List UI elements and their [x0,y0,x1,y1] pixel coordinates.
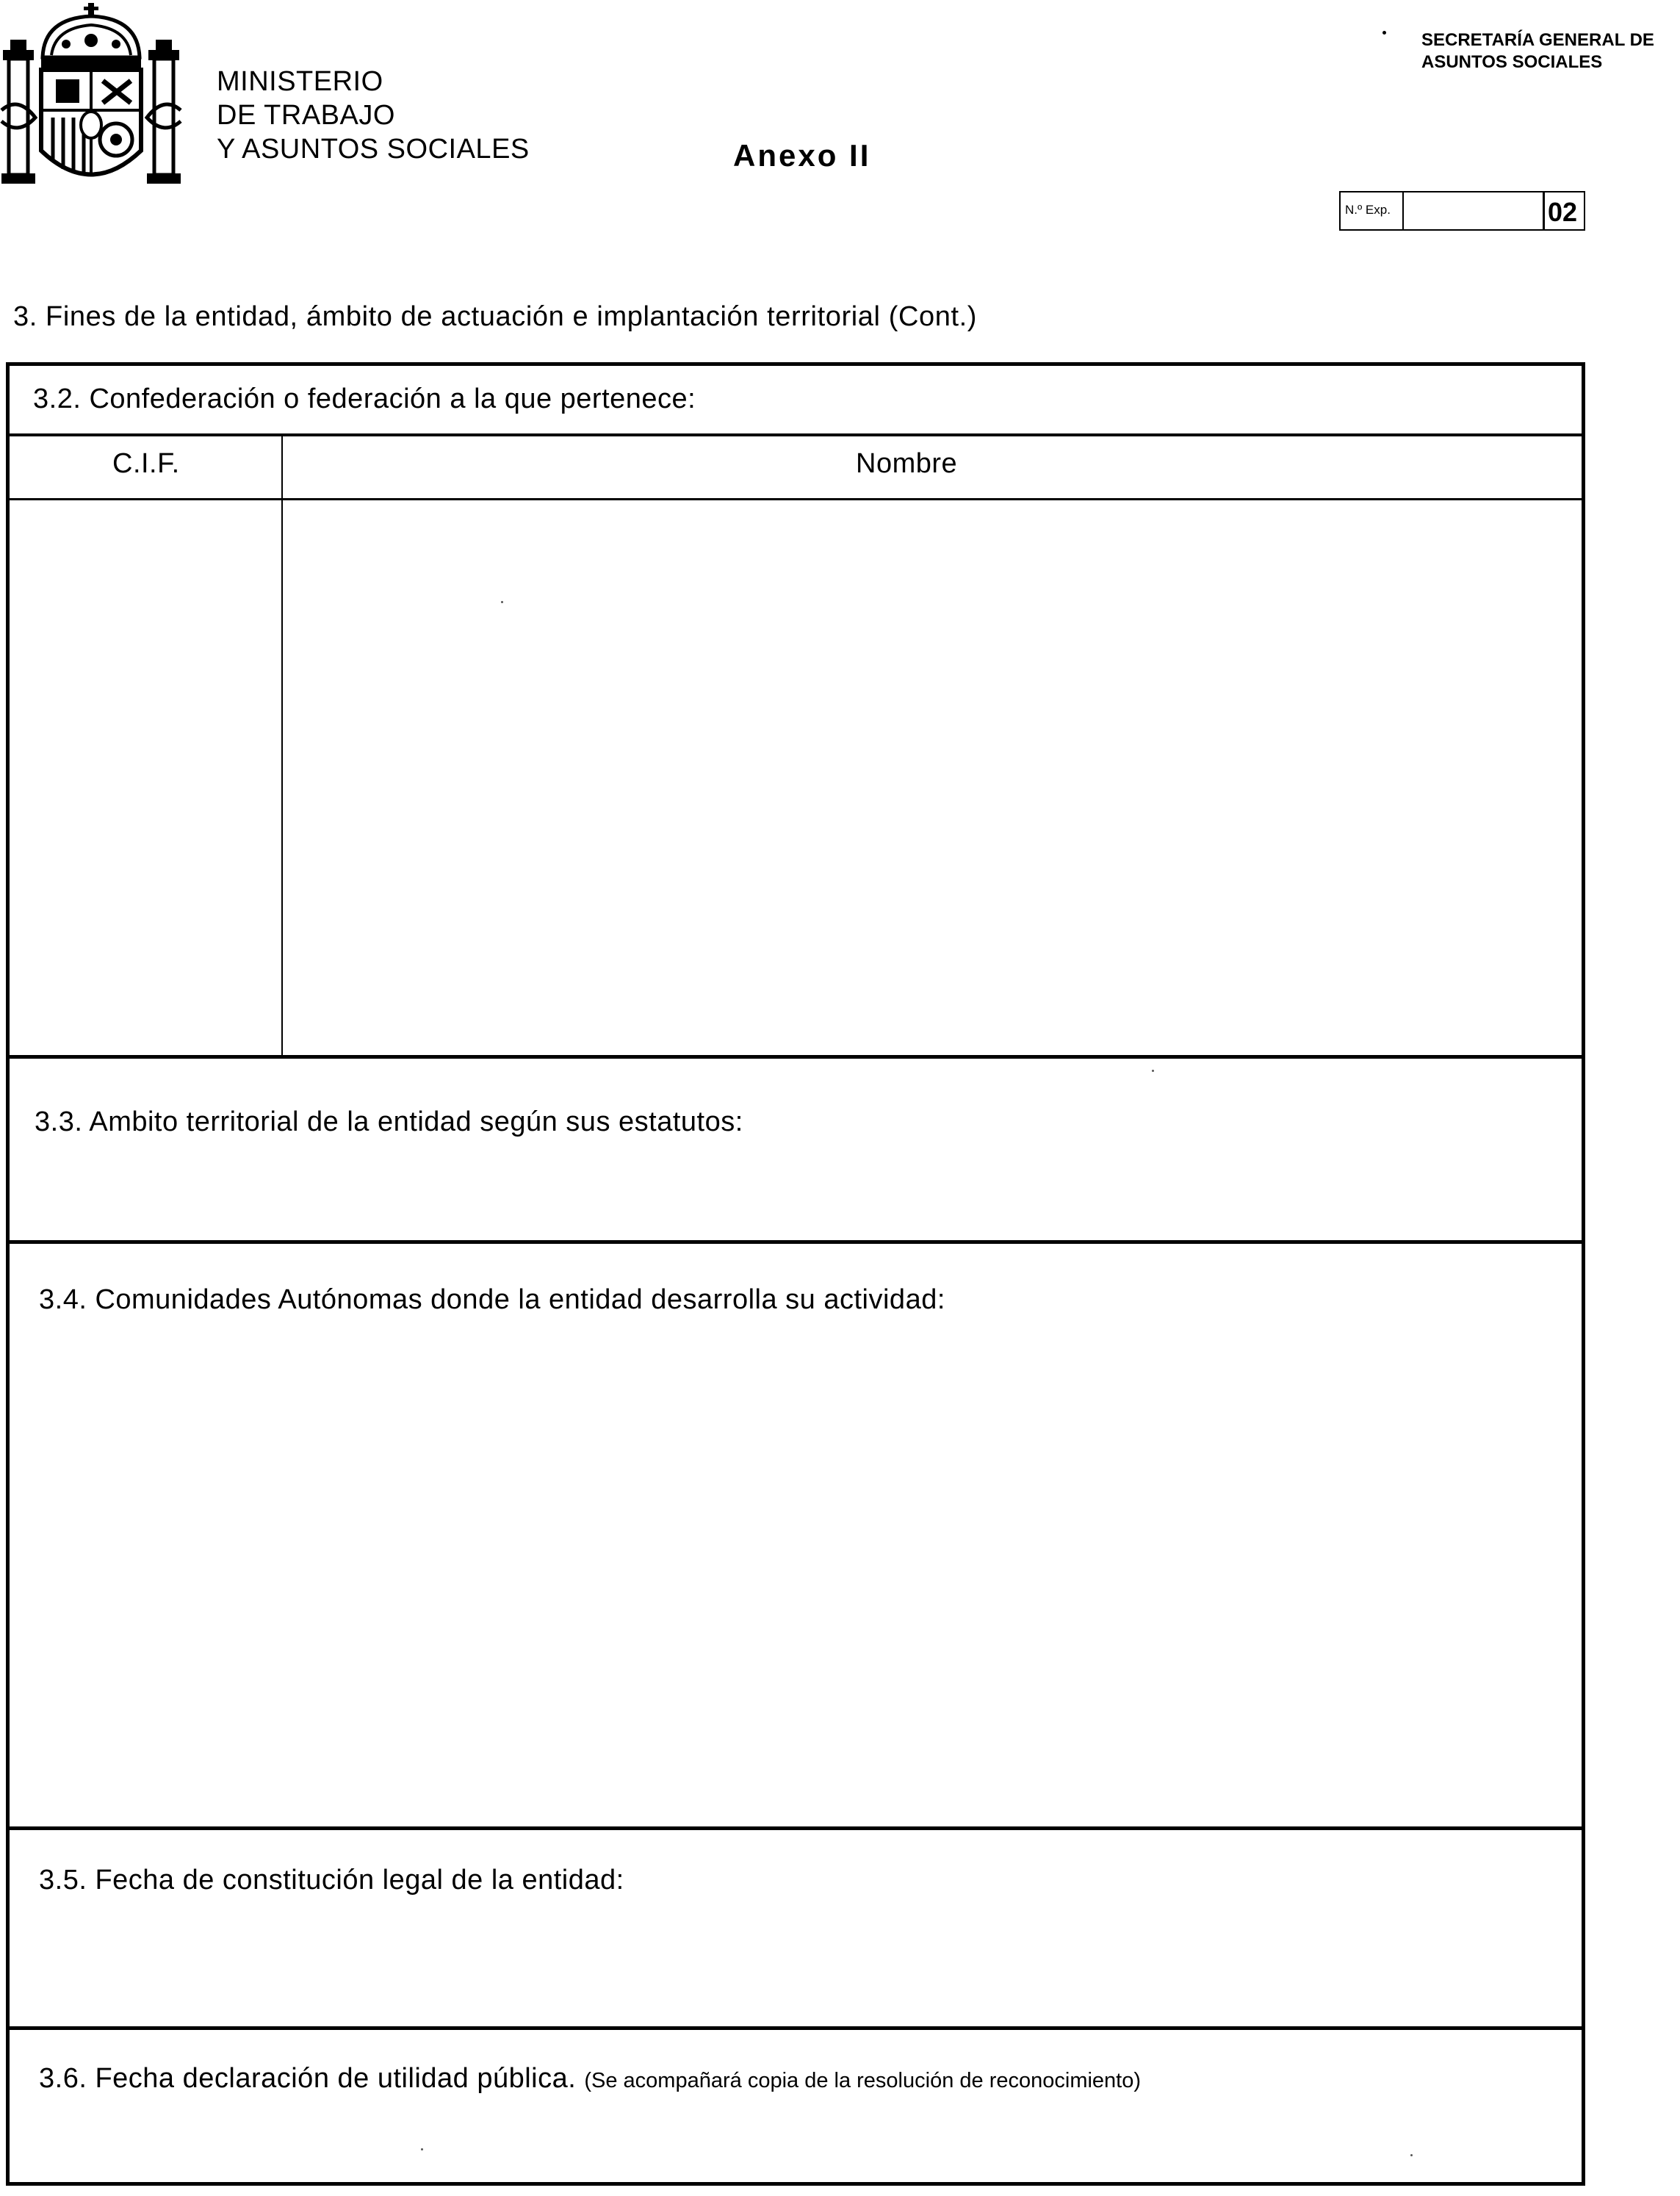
divider [10,433,1582,436]
section-title: 3. Fines de la entidad, ámbito de actuación e implantación territorial (Cont.) [13,301,978,332]
section-3-6-input-area[interactable] [10,2107,1582,2181]
mark-dot [1382,31,1386,35]
divider [10,1055,1582,1059]
section-3-6-note: (Se acompañará copia de la resolución de reconocimiento) [584,2069,1142,2092]
scan-speck [1410,2154,1413,2156]
expedient-code: 02 [1548,197,1578,227]
section-3-5-label: 3.5. Fecha de constitución legal de la entidad: [39,1865,624,1896]
section-3-2-label: 3.2. Confederación o federación a la que pertenece: [33,384,696,414]
section-3-4-label: 3.4. Comunidades Autónomas donde la entidad desarrolla su actividad: [39,1284,945,1315]
scan-speck [1152,1070,1154,1072]
scan-speck [421,2148,423,2150]
secretaria-heading [1421,29,1654,73]
ministry-line-3: Y ASUNTOS SOCIALES [217,134,530,165]
nombre-input-area[interactable] [283,500,1582,1055]
annex-title: Anexo II [733,138,871,173]
cif-input-area[interactable] [10,500,281,1055]
section-3-3-input-area[interactable] [10,1145,1582,1240]
section-3-6-label-row [39,2063,1141,2095]
column-header-cif: C.I.F. [112,448,180,479]
scan-speck [501,601,503,603]
expedient-number-box [1339,191,1585,231]
secretaria-line-1: SECRETARÍA GENERAL DE [1421,30,1654,50]
section-3-4-input-area[interactable] [10,1328,1582,1826]
section-3-6-label: 3.6. Fecha declaración de utilidad pública. [39,2063,577,2094]
ministry-line-2: DE TRABAJO [217,100,395,131]
section-3-3-label: 3.3. Ambito territorial de la entidad según sus estatutos: [35,1106,743,1137]
expedient-number-field[interactable] [1404,192,1543,229]
divider [10,2026,1582,2030]
form-table [6,362,1585,2186]
secretaria-line-2: ASUNTOS SOCIALES [1421,52,1603,72]
ministry-line-1: MINISTERIO [217,66,383,97]
expedient-label: N.º Exp. [1345,203,1391,217]
divider [10,1826,1582,1830]
coat-of-arms-emblem [0,0,184,192]
ministry-name [217,65,530,166]
section-3-5-input-area[interactable] [10,1909,1582,2026]
divider [1543,192,1545,229]
divider [10,1240,1582,1244]
column-header-nombre: Nombre [856,448,958,479]
